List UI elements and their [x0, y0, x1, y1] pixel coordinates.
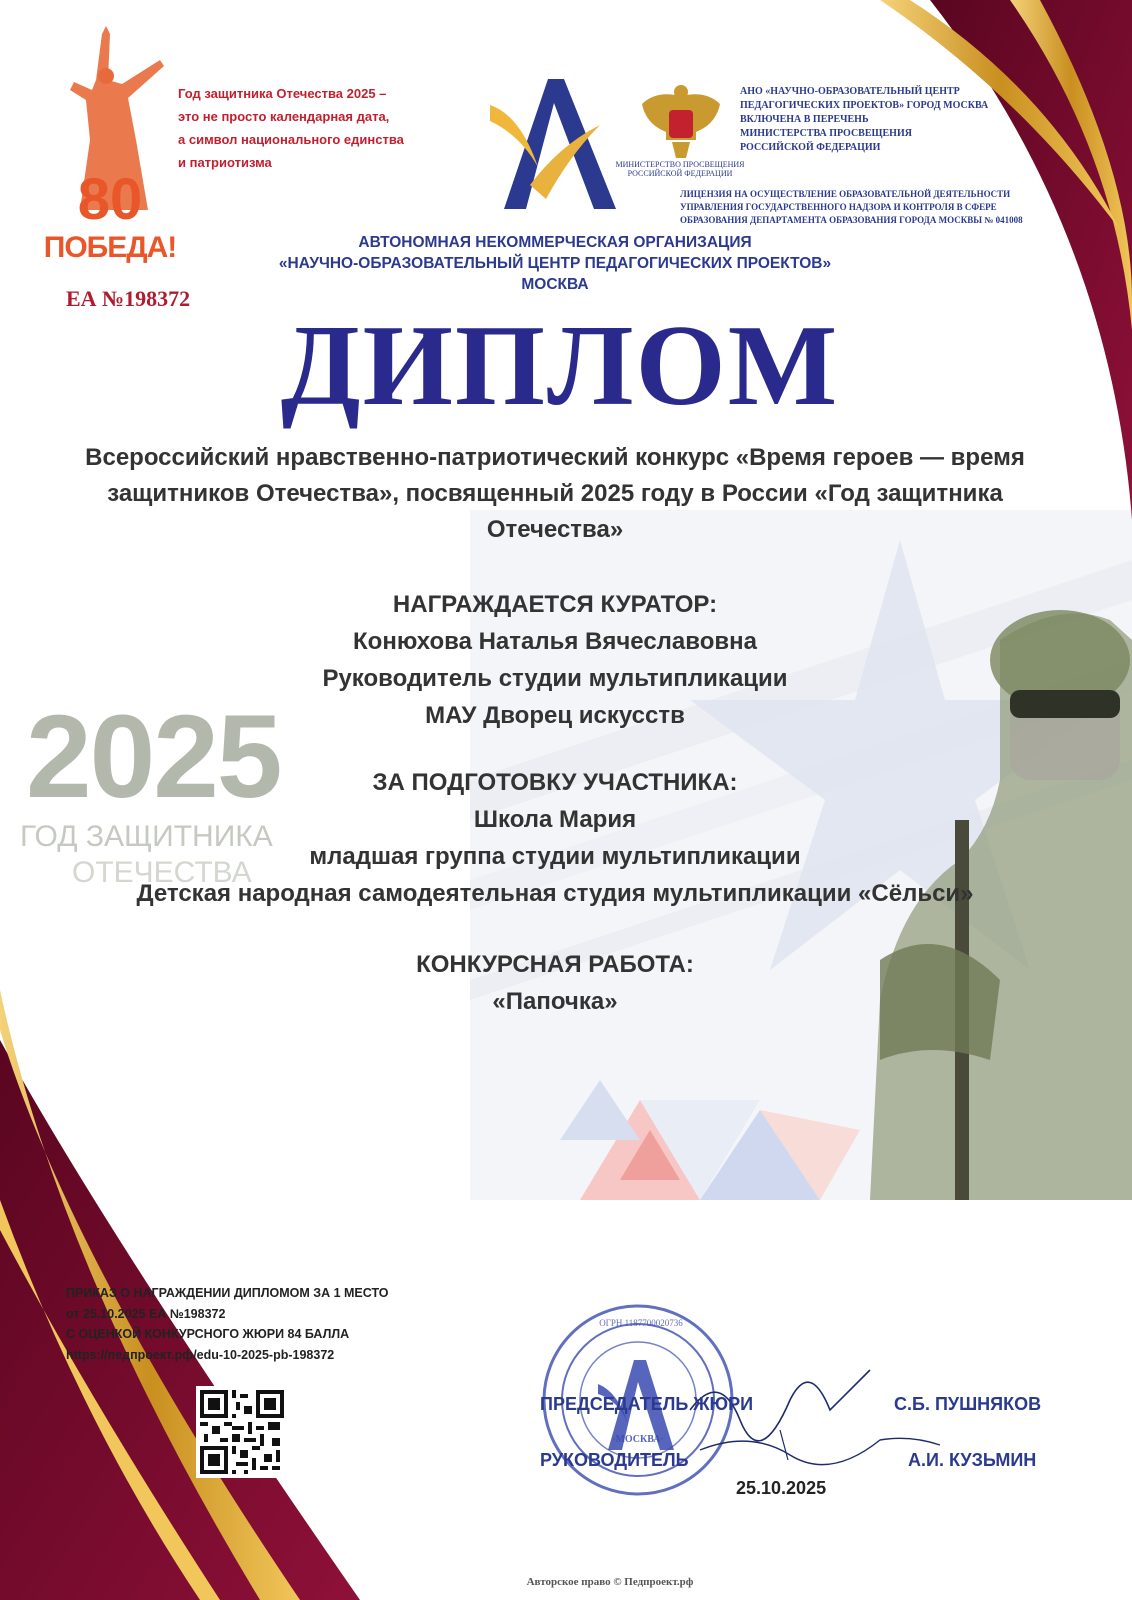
participant-studio: Детская народная самодеятельная студия мультипликации «Сёльси»	[136, 880, 974, 907]
diploma-title: ДИПЛОМ	[280, 302, 840, 430]
victory-number: 80	[77, 167, 143, 232]
curator-position: Руководитель студии мультипликации	[322, 665, 788, 692]
participant-name: Школа Мария	[473, 806, 637, 833]
organization-line: АВТОНОМНАЯ НЕКОММЕРЧЕСКАЯ ОРГАНИЗАЦИЯ	[358, 234, 752, 251]
stamp-ogrn: ОГРН 1187700020736	[599, 1318, 683, 1328]
stamp-city: ·МОСКВА·	[612, 1434, 664, 1445]
registry-note-line: ВКЛЮЧЕНА В ПЕРЕЧЕНЬ	[740, 114, 869, 125]
organization-header	[230, 232, 880, 295]
slogan-line: а символ национального единства	[178, 132, 404, 147]
contest-name	[40, 440, 1070, 548]
registry-note	[740, 85, 1040, 155]
ministry-emblem-icon	[636, 80, 726, 166]
organization-line: МОСКВА	[521, 276, 589, 293]
order-info	[66, 1283, 486, 1365]
order-link[interactable]: https://педпроект.рф/edu-10-2025-pb-198372	[66, 1347, 335, 1362]
copyright: Авторское право © Педпроект.рф	[526, 1576, 694, 1588]
victory-text: ПОБЕДА!	[43, 231, 177, 264]
qr-code[interactable]	[196, 1386, 288, 1478]
ministry-caption	[600, 160, 760, 178]
year-emblem-line: ОТЕЧЕСТВА	[72, 856, 252, 889]
registration-number: ЕА №198372	[66, 286, 191, 311]
year-emblem-line: ГОД ЗАЩИТНИКА	[20, 820, 273, 853]
chair-role: ПРЕДСЕДАТЕЛЬ ЖЮРИ	[540, 1394, 754, 1414]
registry-note-line: РОССИЙСКОЙ ФЕДЕРАЦИИ	[740, 142, 881, 153]
work-heading: КОНКУРСНАЯ РАБОТА:	[416, 951, 694, 978]
qr-code-icon	[196, 1386, 288, 1478]
registry-note-line: МИНИСТЕРСТВА ПРОСВЕЩЕНИЯ	[740, 128, 912, 139]
ministry-caption-line: МИНИСТЕРСТВО ПРОСВЕЩЕНИЯ	[615, 160, 745, 169]
curator-name: Конюхова Наталья Вячеславовна	[353, 628, 757, 655]
license-note-line: ОБРАЗОВАНИЯ ДЕПАРТАМЕНТА ОБРАЗОВАНИЯ ГОРОДА МОСКВЫ № 041008	[680, 215, 1023, 225]
year-emblem-year: 2025	[26, 691, 281, 823]
head-name: А.И. КУЗЬМИН	[908, 1450, 1037, 1470]
organization-line: «НАУЧНО-ОБРАЗОВАТЕЛЬНЫЙ ЦЕНТР ПЕДАГОГИЧЕСКИХ ПРОЕКТОВ»	[278, 255, 832, 272]
head-role: РУКОВОДИТЕЛЬ	[540, 1450, 689, 1470]
slogan-line: Год защитника Отечества 2025 –	[178, 86, 387, 101]
contest-line: защитников Отечества», посвященный 2025 году в России «Год защитника	[107, 480, 1003, 507]
chair-name: С.Б. ПУШНЯКОВ	[894, 1394, 1042, 1414]
issue-date: 25.10.2025	[736, 1478, 827, 1498]
order-line: С ОЦЕНКОЙ КОНКУРСНОГО ЖЮРИ 84 БАЛЛА	[66, 1327, 350, 1341]
order-line: от 25.10.2025 ЕА №198372	[66, 1306, 226, 1321]
pedproekt-logo-icon	[490, 75, 630, 215]
registry-note-line: АНО «НАУЧНО-ОБРАЗОВАТЕЛЬНЫЙ ЦЕНТР	[740, 86, 960, 97]
license-note-line: УПРАВЛЕНИЯ ГОСУДАРСТВЕННОГО НАДЗОРА И КОНТРОЛЯ В СФЕРЕ	[680, 202, 997, 212]
contest-line: Отечества»	[486, 516, 624, 543]
slogan-text	[178, 82, 458, 174]
registry-note-line: ПЕДАГОГИЧЕСКИХ ПРОЕКТОВ» ГОРОД МОСКВА	[740, 100, 989, 111]
participant-group: младшая группа студии мультипликации	[309, 843, 801, 870]
work-title: «Папочка»	[492, 988, 618, 1015]
slogan-line: и патриотизма	[178, 155, 272, 170]
slogan-line: это не просто календарная дата,	[178, 109, 390, 124]
participant-heading: ЗА ПОДГОТОВКУ УЧАСТНИКА:	[372, 769, 738, 796]
curator-organization: МАУ Дворец искусств	[425, 702, 685, 729]
contest-line: Всероссийский нравственно-патриотический конкурс «Время героев — время	[85, 444, 1025, 471]
victory-80-logo	[40, 20, 180, 280]
order-line: ПРИКАЗ О НАГРАЖДЕНИИ ДИПЛОМОМ ЗА 1 МЕСТО	[66, 1286, 389, 1300]
license-note	[680, 188, 1080, 227]
curator-block	[40, 586, 1070, 734]
ministry-caption-line: РОССИЙСКОЙ ФЕДЕРАЦИИ	[627, 169, 733, 178]
curator-heading: НАГРАЖДАЕТСЯ КУРАТОР:	[392, 591, 718, 618]
license-note-line: ЛИЦЕНЗИЯ НА ОСУЩЕСТВЛЕНИЕ ОБРАЗОВАТЕЛЬНОЙ ДЕЯТЕЛЬНОСТИ	[680, 189, 1011, 199]
participant-block	[40, 764, 1070, 912]
work-block	[40, 946, 1070, 1020]
